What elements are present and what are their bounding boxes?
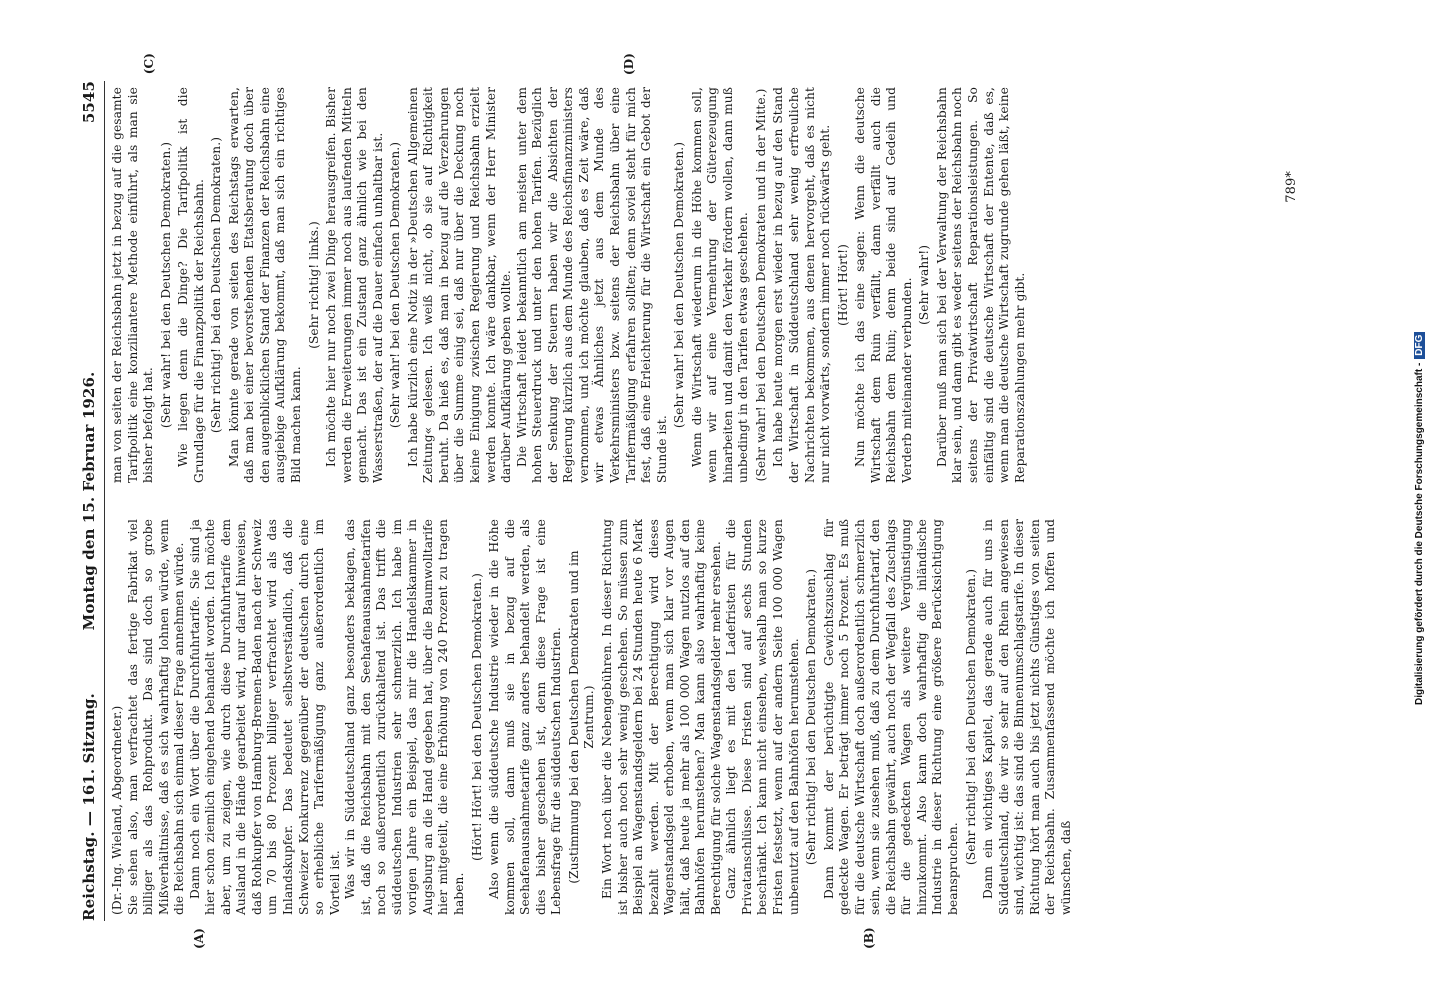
paragraph: Nun möchte ich das eine sagen: Wenn die deutsche Wirtschaft dem Ruin verfällt, dann verfällt auch die Reichsbahn dem Ruin; denn beide sind auf Gedeih und Verderb miteinander verbunden.	[853, 87, 914, 483]
credit-text: Digitalisierung gefördert durch die Deutsche Forschungsgemeinschaft -	[1414, 362, 1425, 705]
paragraph: Was wir in Süddeutschland ganz besonders beklagen, das ist, daß die Reichsbahn mit den Seehafenausnahmetarifen noch so außerordentlich zurückhaltend ist. Das trifft die süddeutschen Industrien sehr schmerzlich. Ich habe im vorigen Jahre ein Beispiel, das mir die Handelskammer in Augsburg an die Hand gegeben hat, über die Baumwolltarife hier mitgeteilt, die eine Erhöhung von 240 Prozent zu tragen haben.	[343, 519, 467, 915]
rotated-page-content	[80, 53, 1322, 949]
margin-marker-c: (C)	[142, 53, 156, 75]
interjection: (Sehr wahr! bei den Deutschen Demokraten.)	[158, 141, 173, 429]
interjection: (Hört! Hört! bei den Deutschen Demokraten.)	[469, 572, 484, 862]
interjection: (Sehr richtig! bei den Deutschen Demokraten.)	[209, 136, 224, 434]
margin-marker-d: (D)	[622, 53, 636, 76]
paragraph: Ein Wort noch über die Nebengebühren. In dieser Richtung ist bisher auch noch sehr wenig geschehen. So müssen zum Beispiel an Wagenstandsgeldern bei 24 Stunden heute 6 Mark bezahlt werden. Mit der Berechtigung wird dieses Wagenstandsgeld erhoben, wenn man sich klar vor Augen hält, daß heute ja mehr als 100 000 Wagen nutzlos auf den Bahnhöfen herumstehen? Man kann also wahrhaftig keine Berechtigung für solche Wagenstandsgelder mehr ersehen.	[599, 519, 723, 915]
interjection: (Sehr wahr! bei den Deutschen Demokraten.)	[672, 141, 687, 429]
margin-marker-b: (B)	[862, 927, 876, 949]
paragraph: Die Wirtschaft leidet bekanntlich am meisten unter dem hohen Steuerdruck und unter den hohen Tarifen. Bezüglich der Senkung der Steuern haben wir die Absichten der Regierung kürzlich aus dem Munde des Reichsfinanzministers vernommen, und ich möchte glauben, daß es Zeit wäre, daß wir etwas Ähnliches jetzt aus dem Munde des Verkehrsministers bzw. seitens der Reichsbahn über eine Tarifermäßigung erfahren sollten; denn soviel steht für mich fest, daß eine Erleichterung für die Wirtschaft ein Gebot der Stunde ist.	[514, 87, 669, 483]
interjection: (Sehr wahr! bei den Deutschen Demokraten und in der Mitte.)	[753, 88, 768, 482]
interjection: (Sehr richtig! bei den Deutschen Demokraten.)	[963, 568, 978, 866]
interjection: (Zustimmung bei den Deutschen Demokraten und im Zentrum.)	[566, 550, 597, 884]
interjection: (Hört! Hört!)	[835, 244, 850, 326]
interjection: (Sehr wahr! bei den Deutschen Demokraten.)	[388, 141, 403, 429]
right-column	[110, 87, 1028, 483]
funding-credit	[1414, 5, 1434, 705]
page-number: 5545	[80, 81, 98, 124]
scanned-page	[80, 53, 1312, 949]
paragraph: Sie sehen also, man verfrachtet das fertige Fabrikat viel billiger als das Rohprodukt. Das sind doch so grobe Mißverhältnisse, daß es sich wahrhaftig lohnen würde, wenn die Reichsbahn sich einmal dieser Frage annehmen würde.	[125, 519, 187, 915]
paragraph: Ich habe heute morgen erst wieder in bezug auf den Stand der Wirtschaft in Süddeutschland sehr wenig erfreuliche Nachrichten bekommen, aus denen hervorgeht, daß es nicht nur nicht vorwärts, sondern immer noch rückwärts geht.	[771, 87, 833, 483]
header-date: Montag den 15. Februar 1926.	[80, 371, 98, 631]
paragraph: (Dr.-Ing. Wieland, Abgeordneter.)	[110, 705, 124, 915]
page-header	[82, 81, 102, 921]
interjection: (Sehr richtig! links.)	[306, 221, 321, 349]
paragraph: Darüber muß man sich bei der Verwaltung der Reichsbahn klar sein, und dann gibt es weder seitens der Reichsbahn noch seitens der Privatwirtschaft Reparationsleistungen. So einfältig sind die deutsche Wirtschaft der Entente, daß es, wenn man die deutsche Wirtschaft zugrunde gehen läßt, keine Reparationszahlungen mehr gibt.	[934, 87, 1027, 483]
paragraph: Ganz ähnlich liegt es mit den Ladefristen für die Privatanschlüsse. Diese Fristen sind auf sechs Stunden beschränkt. Ich kann nicht einsehen, weshalb man so kurze Fristen festsetzt, wenn auf der andern Seite 100 000 Wagen unbenutzt auf den Bahnhöfen herumstehen.	[724, 519, 801, 915]
paragraph: Ich habe kürzlich eine Notiz in der »Deutschen Allgemeinen Zeitung« gelesen. Ich weiß nicht, ob sie auf Richtigkeit beruht. Da hieß es, daß man in bezug auf die Verzehrungen über die Summe einig sei, daß nur über die Deckung noch keine Einigung zwischen Regierung und Reichsbahn erzielt werden konnte. Ich wäre dankbar, wenn der Herr Minister darüber Aufklärung geben wollte.	[405, 87, 514, 483]
dfg-logo: DFG	[1414, 332, 1425, 359]
paragraph: Man könnte gerade von seiten des Reichstags erwarten, daß man bei einer bevorstehenden Etatsberatung doch über den augenblicklichen Stand der Finanzen der Reichsbahn eine ausgiebige Aufklärung bekommt, daß man sich ein richtiges Bild machen kann.	[226, 87, 304, 483]
left-column	[110, 519, 1074, 915]
paragraph: Dann noch ein Wort über die Durchfuhrtarife. Sie sind ja hier schon ziemlich eingehend behandelt worden. Ich möchte aber, um zu zeigen, wie durch diese Durchfuhrtarife dem Ausland in die Hände gearbeitet wird, nur darauf hinweisen, daß Rohkupfer von Hamburg-Bremen-Baden nach der Schweiz um 70 bis 80 Prozent billiger verfrachtet wird als das Inlandskupfer. Das bedeutet selbstverständlich, daß die Schweizer Konkurrenz gegenüber der deutschen durch eine so erhebliche Tarifermäßigung ganz außerordentlich im Vorteil ist.	[187, 519, 342, 915]
paragraph: man von seiten der Reichsbahn jetzt in bezug auf die gesamte Tarifpolitik eine konziliantere Methode einführt, als man sie bisher befolgt hat.	[110, 87, 156, 483]
paragraph: Wenn die Wirtschaft wiederum in die Höhe kommen soll, wenn wir auf eine Vermehrung der Güterezeugung hinarbeiten und damit den Verkehr fördern wollen, dann muß unbedingt in den Tarifen etwas geschehen.	[689, 87, 751, 483]
interjection: (Sehr wahr!)	[917, 244, 932, 326]
paragraph: Dann ein wichtiges Kapitel, das gerade auch für uns in Süddeutschland, die wir so sehr auf den Rhein angewiesen sind, wichtig ist: das sind die Binnenumschlagstarife. In dieser Richtung hört man auch bis jetzt nichts Günstiges von seiten der Reichsbahn. Zusammenfassend möchte ich hoffen und wünschen, daß	[981, 519, 1073, 915]
footer-number: 789*	[1284, 171, 1300, 203]
paragraph: Dann kommt der berüchtigte Gewichtszuschlag für gedeckte Wagen. Er beträgt immer noch 5 Prozent. Es muß für die deutsche Wirtschaft doch außerordentlich schmerzlich sein, wenn sie zusehen muß, daß zu dem Durchfuhrtarif, den die Reichsbahn gewährt, auch noch der Wegfall des Zuschlags für die gedeckten Wagen als weitere Vergünstigung hinzukommt. Also kann doch wahrhaftig die inländische Industrie in dieser Richtung eine größere Berücksichtigung beanspruchen.	[821, 519, 960, 915]
margin-marker-a: (A)	[192, 928, 206, 949]
paragraph: Also wenn die süddeutsche Industrie wieder in die Höhe kommen soll, dann muß sie in bezug auf die Seehafenausnahmetarife ganz anders behandelt werden, als dies bisher geschehen ist, denn diese Frage ist eine Lebensfrage für die süddeutschen Industrien.	[487, 519, 564, 915]
header-session: Reichstag. — 161. Sitzung.	[80, 693, 98, 921]
paragraph: Wie liegen denn die Dinge? Die Tarifpolitik ist die Grundlage für die Finanzpolitik der Reichsbahn.	[176, 87, 206, 483]
paragraph: Ich möchte hier nur noch zwei Dinge herausgreifen. Bisher werden die Erweiterungen immer noch aus laufenden Mitteln gemacht. Das ist ein Zustand ganz ähnlich wie bei den Wasserstraßen, der auf die Dauer einfach unhaltbar ist.	[324, 87, 385, 483]
interjection: (Sehr richtig! bei den Deutschen Demokraten.)	[804, 568, 819, 866]
header-rule	[104, 81, 105, 921]
